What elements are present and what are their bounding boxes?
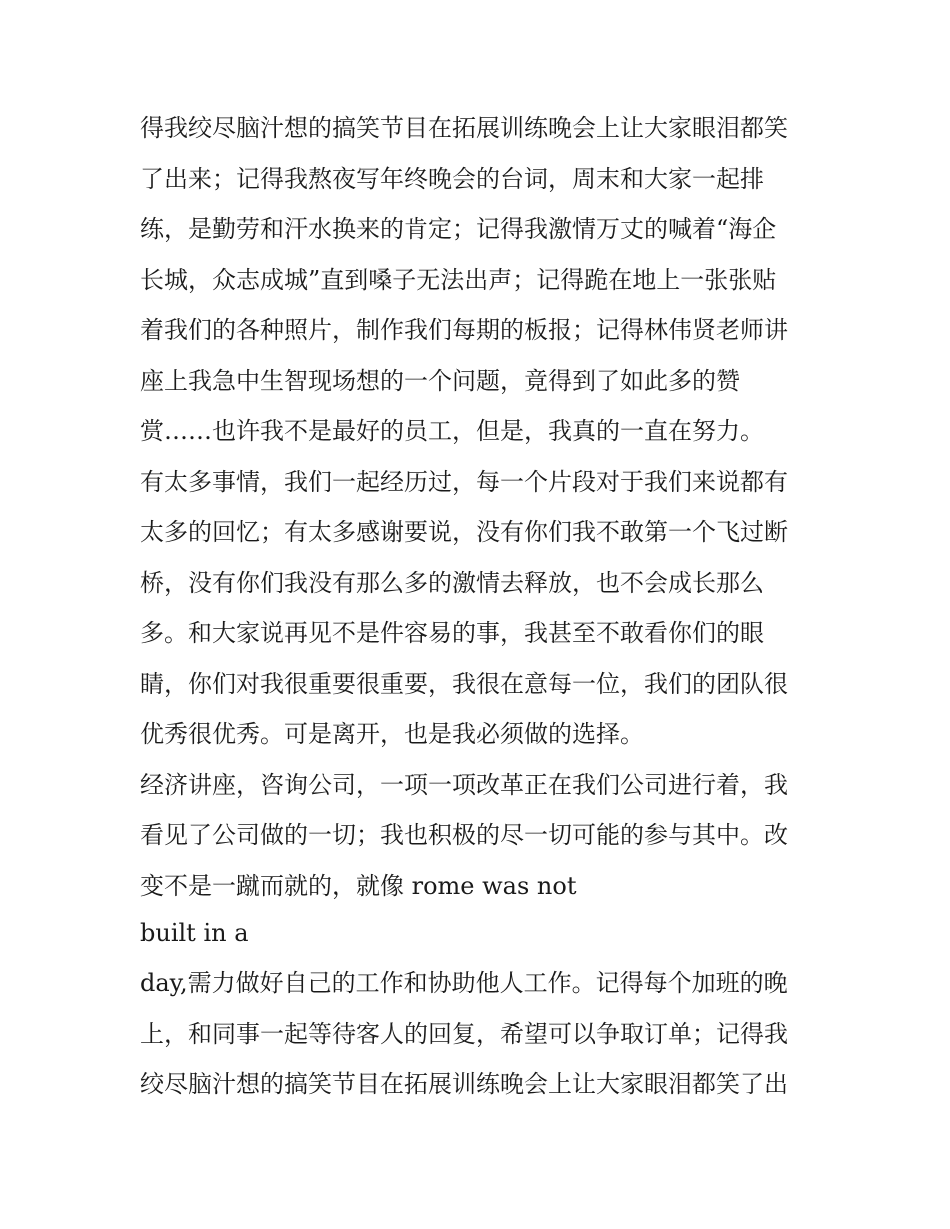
text-line: 绞尽脑汁想的搞笑节目在拓展训练晚会上让大家眼泪都笑了出 [140, 1070, 788, 1098]
text-line: 优秀很优秀。可是离开，也是我必须做的选择。 [140, 720, 644, 748]
text-line: 了出来；记得我熬夜写年终晚会的台词，周末和大家一起排 [140, 165, 764, 193]
text-line: 上，和同事一起等待客人的回复，希望可以争取订单；记得我 [140, 1020, 788, 1048]
text-line: built in a [140, 919, 249, 947]
text-line: 座上我急中生智现场想的一个问题，竟得到了如此多的赞 [140, 367, 740, 395]
text-line: day,需力做好自己的工作和协助他人工作。记得每个加班的晚 [140, 969, 788, 997]
text-line: 有太多事情，我们一起经历过，每一个片段对于我们来说都有 [140, 468, 788, 496]
text-line: 赏……也许我不是最好的员工，但是，我真的一直在努力。 [140, 417, 764, 445]
text-line: 桥，没有你们我没有那么多的激情去释放，也不会成长那么 [140, 569, 764, 597]
text-line: 看见了公司做的一切；我也积极的尽一切可能的参与其中。改 [140, 821, 788, 849]
text-line: 太多的回忆；有太多感谢要说，没有你们我不敢第一个飞过断 [140, 518, 788, 546]
text-line: 得我绞尽脑汁想的搞笑节目在拓展训练晚会上让大家眼泪都笑 [140, 114, 788, 142]
text-line: 练，是勤劳和汗水换来的肯定；记得我激情万丈的喊着“海企 [140, 215, 777, 243]
text-line: 睛，你们对我很重要很重要，我很在意每一位，我们的团队很 [140, 670, 788, 698]
text-line: 着我们的各种照片，制作我们每期的板报；记得林伟贤老师讲 [140, 316, 788, 344]
text-line: 长城，众志成城”直到嗓子无法出声；记得跪在地上一张张贴 [140, 266, 777, 294]
text-line: 变不是一蹴而就的，就像 rome was not [140, 872, 577, 900]
text-line: 经济讲座，咨询公司，一项一项改革正在我们公司进行着，我 [140, 771, 788, 799]
text-line: 多。和大家说再见不是件容易的事，我甚至不敢看你们的眼 [140, 619, 764, 647]
